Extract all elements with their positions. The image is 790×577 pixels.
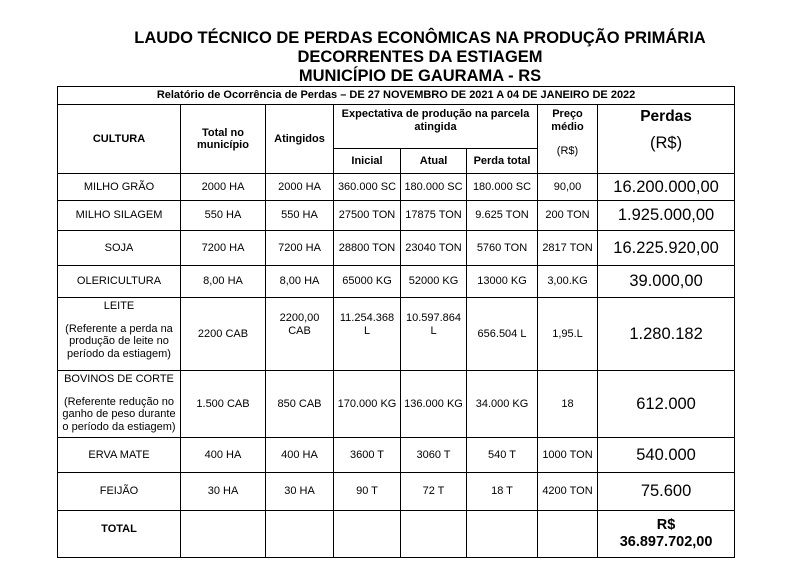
total-cell: 2200 CAB <box>181 298 266 371</box>
atingidos-cell: 8,00 HA <box>266 266 334 298</box>
header-expectativa: Expectativa de produção na parcela atingida <box>334 105 538 149</box>
inicial-cell: 3600 T <box>334 438 401 473</box>
atual-cell: 10.597.864 L <box>401 298 467 371</box>
perdas-unit: (R$) <box>650 133 683 152</box>
atingidos-cell: 850 CAB <box>266 371 334 438</box>
preco-cell: 18 <box>538 371 598 438</box>
perda-cell: 9.625 TON <box>467 201 538 231</box>
table-row <box>58 438 735 473</box>
table-row <box>58 231 735 266</box>
preco-cell: 200 TON <box>538 201 598 231</box>
total-cell: 550 HA <box>181 201 266 231</box>
doc-title-line-1: LAUDO TÉCNICO DE PERDAS ECONÔMICAS NA PRODUÇÃO PRIMÁRIA <box>134 29 706 47</box>
cultura-name: MILHO GRÃO <box>58 174 181 201</box>
empty-cell <box>266 511 334 558</box>
table-row <box>58 174 735 201</box>
atual-cell: 52000 KG <box>401 266 467 298</box>
cultura-note: (Referente a perda na produção de leite no período da estiagem) <box>65 322 173 360</box>
empty-cell <box>181 511 266 558</box>
header-inicial: Inicial <box>334 149 401 174</box>
perdas-label: Perdas <box>640 108 692 125</box>
preco-cell: 1000 TON <box>538 438 598 473</box>
atual-cell: 23040 TON <box>401 231 467 266</box>
empty-cell <box>334 511 401 558</box>
inicial-cell: 27500 TON <box>334 201 401 231</box>
header-total: Total no município <box>181 105 266 174</box>
doc-title-line-2: DECORRENTES DA ESTIAGEM <box>297 48 543 66</box>
perda-cell: 13000 KG <box>467 266 538 298</box>
atingidos-cell: 400 HA <box>266 438 334 473</box>
perdas-cell: 39.000,00 <box>598 266 735 298</box>
header-perda-total: Perda total <box>467 149 538 174</box>
table-row <box>58 473 735 511</box>
perdas-cell: 1.280.182 <box>598 298 735 371</box>
total-cell: 30 HA <box>181 473 266 511</box>
atual-cell: 180.000 SC <box>401 174 467 201</box>
empty-cell <box>467 511 538 558</box>
inicial-cell: 360.000 SC <box>334 174 401 201</box>
table-row <box>58 266 735 298</box>
total-amount: 36.897.702,00 <box>619 534 713 550</box>
atual-cell: 136.000 KG <box>401 371 467 438</box>
total-cell: 7200 HA <box>181 231 266 266</box>
table-row <box>58 298 735 371</box>
cultura-name: BOVINOS DE CORTE <box>64 373 174 385</box>
cultura-name: FEIJÃO <box>58 473 181 511</box>
preco-cell: 3,00.KG <box>538 266 598 298</box>
empty-cell <box>538 511 598 558</box>
preco-cell: 4200 TON <box>538 473 598 511</box>
preco-unit: (R$) <box>556 145 579 157</box>
cultura-note: (Referente redução no ganho de peso durante o período da estiagem) <box>62 395 176 433</box>
table-row <box>58 371 735 438</box>
perda-cell: 656.504 L <box>467 298 538 371</box>
cultura-name: ERVA MATE <box>58 438 181 473</box>
cultura-name: LEITE <box>103 300 135 312</box>
perda-cell: 180.000 SC <box>467 174 538 201</box>
perda-cell: 5760 TON <box>467 231 538 266</box>
table-row <box>58 201 735 231</box>
empty-cell <box>401 511 467 558</box>
inicial-cell: 28800 TON <box>334 231 401 266</box>
cultura-name: MILHO SILAGEM <box>58 201 181 231</box>
atual-cell: 3060 T <box>401 438 467 473</box>
total-cell: 8,00 HA <box>181 266 266 298</box>
total-currency: R$ <box>656 517 676 533</box>
inicial-cell: 65000 KG <box>334 266 401 298</box>
perdas-cell: 612.000 <box>598 371 735 438</box>
inicial-cell: 90 T <box>334 473 401 511</box>
cultura-name: SOJA <box>58 231 181 266</box>
perdas-cell: 16.225.920,00 <box>598 231 735 266</box>
perdas-cell: 16.200.000,00 <box>598 174 735 201</box>
preco-cell: 1,95.L <box>538 298 598 371</box>
preco-cell: 90,00 <box>538 174 598 201</box>
losses-table <box>57 86 735 558</box>
atingidos-cell: 7200 HA <box>266 231 334 266</box>
total-cell: 1.500 CAB <box>181 371 266 438</box>
header-cultura: CULTURA <box>58 105 181 174</box>
preco-cell: 2817 TON <box>538 231 598 266</box>
cultura-name: OLERICULTURA <box>58 266 181 298</box>
atual-cell: 72 T <box>401 473 467 511</box>
total-cell: 400 HA <box>181 438 266 473</box>
perdas-cell: 75.600 <box>598 473 735 511</box>
header-atingidos: Atingidos <box>266 105 334 174</box>
perdas-cell: 1.925.000,00 <box>598 201 735 231</box>
inicial-cell: 170.000 KG <box>334 371 401 438</box>
header-preco <box>538 105 598 174</box>
atingidos-cell: 2000 HA <box>266 174 334 201</box>
atingidos-cell: 550 HA <box>266 201 334 231</box>
perda-cell: 540 T <box>467 438 538 473</box>
doc-title-line-3: MUNICÍPIO DE GAURAMA - RS <box>298 67 542 85</box>
atingidos-cell: 2200,00 CAB <box>266 298 334 371</box>
header-atual: Atual <box>401 149 467 174</box>
perdas-cell: 540.000 <box>598 438 735 473</box>
inicial-cell: 11.254.368 L <box>334 298 401 371</box>
total-label: TOTAL <box>58 511 181 558</box>
report-period: Relatório de Ocorrência de Perdas – DE 27 NOVEMBRO DE 2021 A 04 DE JANEIRO DE 2022 <box>58 87 735 105</box>
preco-label: Preço médio <box>551 108 584 133</box>
perda-cell: 34.000 KG <box>467 371 538 438</box>
atingidos-cell: 30 HA <box>266 473 334 511</box>
atual-cell: 17875 TON <box>401 201 467 231</box>
total-cell: 2000 HA <box>181 174 266 201</box>
total-value <box>598 511 735 558</box>
perda-cell: 18 T <box>467 473 538 511</box>
header-perdas <box>598 105 735 174</box>
